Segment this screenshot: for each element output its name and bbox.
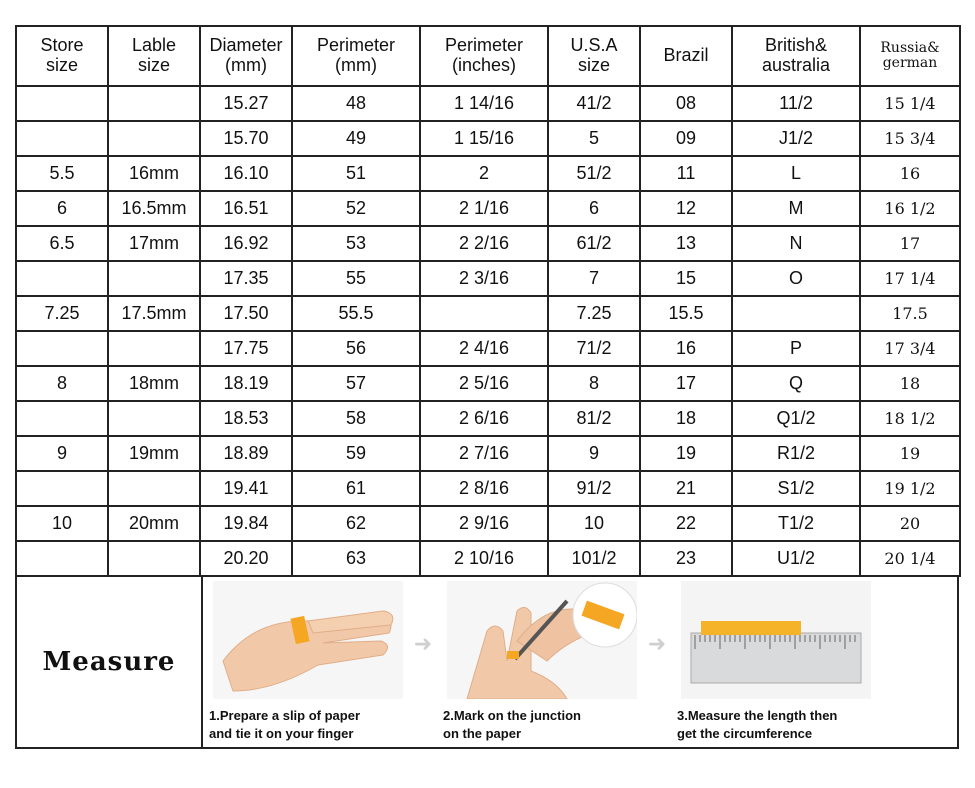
table-cell: 7 <box>548 261 640 296</box>
table-row <box>16 401 960 436</box>
table-cell: 19 <box>640 436 732 471</box>
table-cell <box>16 401 108 436</box>
table-cell: 16 1/2 <box>860 191 960 226</box>
table-cell: 91/2 <box>548 471 640 506</box>
ruler-paper-photo <box>681 581 871 699</box>
table-cell: 18 <box>860 366 960 401</box>
marking-paper-photo <box>447 581 637 699</box>
table-cell <box>108 261 200 296</box>
table-cell: 61/2 <box>548 226 640 261</box>
table-cell: T1/2 <box>732 506 860 541</box>
table-cell <box>108 331 200 366</box>
table-cell: 08 <box>640 86 732 121</box>
finger-paper-photo <box>213 581 403 699</box>
table-cell: 18 <box>640 401 732 436</box>
table-cell <box>420 296 548 331</box>
table-cell: 15 1/4 <box>860 86 960 121</box>
header-cell: Perimeter (inches) <box>420 26 548 86</box>
table-cell: 9 <box>548 436 640 471</box>
table-cell: R1/2 <box>732 436 860 471</box>
table-cell <box>16 541 108 576</box>
table-cell: 20.20 <box>200 541 292 576</box>
table-cell: L <box>732 156 860 191</box>
size-table <box>15 25 961 577</box>
table-cell: 51 <box>292 156 420 191</box>
table-cell: 15 3/4 <box>860 121 960 156</box>
table-cell: 19 <box>860 436 960 471</box>
table-cell: 2 7/16 <box>420 436 548 471</box>
table-body <box>16 86 960 576</box>
table-cell: 53 <box>292 226 420 261</box>
header-cell: Russia& german <box>860 26 960 86</box>
step-3-caption: 3.Measure the length then get the circumference <box>677 708 838 741</box>
table-cell: 15.5 <box>640 296 732 331</box>
table-cell <box>16 261 108 296</box>
table-cell <box>108 121 200 156</box>
table-cell: 13 <box>640 226 732 261</box>
table-cell: 11/2 <box>732 86 860 121</box>
table-cell: 2 10/16 <box>420 541 548 576</box>
table-cell: 56 <box>292 331 420 366</box>
table-cell: 6 <box>548 191 640 226</box>
table-cell: 6.5 <box>16 226 108 261</box>
header-row <box>16 26 960 86</box>
table-cell: 16 <box>640 331 732 366</box>
table-cell: 19.84 <box>200 506 292 541</box>
header-cell: Brazil <box>640 26 732 86</box>
table-cell: 12 <box>640 191 732 226</box>
step-1 <box>209 581 403 747</box>
table-cell: 17 <box>640 366 732 401</box>
table-cell: 2 4/16 <box>420 331 548 366</box>
table-cell: U1/2 <box>732 541 860 576</box>
header-cell: Perimeter (mm) <box>292 26 420 86</box>
table-cell: Q <box>732 366 860 401</box>
table-cell: 17.75 <box>200 331 292 366</box>
table-row <box>16 296 960 331</box>
table-row <box>16 226 960 261</box>
table-cell: O <box>732 261 860 296</box>
table-cell: 63 <box>292 541 420 576</box>
table-cell <box>108 541 200 576</box>
table-cell: 101/2 <box>548 541 640 576</box>
table-cell: 71/2 <box>548 331 640 366</box>
measure-label: Measure <box>17 577 203 747</box>
table-cell <box>108 401 200 436</box>
table-cell: S1/2 <box>732 471 860 506</box>
table-cell: 20 <box>860 506 960 541</box>
table-row <box>16 506 960 541</box>
table-cell: 18 1/2 <box>860 401 960 436</box>
table-cell: 17 3/4 <box>860 331 960 366</box>
table-row <box>16 261 960 296</box>
table-cell: 15.70 <box>200 121 292 156</box>
table-cell: 19 1/2 <box>860 471 960 506</box>
header-cell: Store size <box>16 26 108 86</box>
table-cell: 7.25 <box>16 296 108 331</box>
table-cell: 16mm <box>108 156 200 191</box>
table-cell <box>16 471 108 506</box>
table-cell: 81/2 <box>548 401 640 436</box>
measure-steps <box>203 577 957 747</box>
table-cell: 16.92 <box>200 226 292 261</box>
table-cell: 7.25 <box>548 296 640 331</box>
measure-section <box>15 577 959 749</box>
table-cell: 21 <box>640 471 732 506</box>
table-cell <box>108 471 200 506</box>
table-cell: 16 <box>860 156 960 191</box>
step-1-caption: 1.Prepare a slip of paper and tie it on your finger <box>209 708 361 741</box>
table-cell: 49 <box>292 121 420 156</box>
table-row <box>16 156 960 191</box>
table-cell <box>16 86 108 121</box>
table-cell: 5.5 <box>16 156 108 191</box>
table-cell: 2 5/16 <box>420 366 548 401</box>
table-cell: 23 <box>640 541 732 576</box>
table-cell: 8 <box>16 366 108 401</box>
table-cell: 17.5 <box>860 296 960 331</box>
table-cell <box>732 296 860 331</box>
table-cell: 10 <box>16 506 108 541</box>
table-cell: 1 14/16 <box>420 86 548 121</box>
step-2-caption: 2.Mark on the junction on the paper <box>443 708 581 741</box>
arrow-right-icon: ➜ <box>413 631 433 656</box>
header-cell: U.S.A size <box>548 26 640 86</box>
table-cell <box>16 331 108 366</box>
table-cell: 18.53 <box>200 401 292 436</box>
table-cell: 2 2/16 <box>420 226 548 261</box>
table-cell: 09 <box>640 121 732 156</box>
table-cell: J1/2 <box>732 121 860 156</box>
table-cell: 2 8/16 <box>420 471 548 506</box>
table-row <box>16 436 960 471</box>
header-cell: Lable size <box>108 26 200 86</box>
table-cell: 52 <box>292 191 420 226</box>
table-cell: 62 <box>292 506 420 541</box>
table-cell: 20 1/4 <box>860 541 960 576</box>
step-2 <box>443 581 637 747</box>
table-cell: 10 <box>548 506 640 541</box>
table-cell: 55 <box>292 261 420 296</box>
table-cell: 17mm <box>108 226 200 261</box>
table-cell: 48 <box>292 86 420 121</box>
table-cell: 58 <box>292 401 420 436</box>
table-cell: 8 <box>548 366 640 401</box>
table-cell: 22 <box>640 506 732 541</box>
table-cell: 16.10 <box>200 156 292 191</box>
table-cell: 16.5mm <box>108 191 200 226</box>
table-row <box>16 366 960 401</box>
table-cell: 19mm <box>108 436 200 471</box>
table-cell: 57 <box>292 366 420 401</box>
table-cell: 17.50 <box>200 296 292 331</box>
table-row <box>16 471 960 506</box>
arrow-right-icon: ➜ <box>647 631 667 656</box>
table-cell: 15 <box>640 261 732 296</box>
table-cell: 59 <box>292 436 420 471</box>
table-cell: Q1/2 <box>732 401 860 436</box>
table-row <box>16 121 960 156</box>
table-cell: N <box>732 226 860 261</box>
table-row <box>16 541 960 576</box>
ring-size-chart <box>15 25 959 749</box>
header-cell: Diameter (mm) <box>200 26 292 86</box>
table-cell: 61 <box>292 471 420 506</box>
table-row <box>16 86 960 121</box>
header-cell: British& australia <box>732 26 860 86</box>
table-row <box>16 191 960 226</box>
table-cell: 17.5mm <box>108 296 200 331</box>
table-cell: 2 6/16 <box>420 401 548 436</box>
table-cell: P <box>732 331 860 366</box>
table-cell: 1 15/16 <box>420 121 548 156</box>
table-cell: 9 <box>16 436 108 471</box>
table-cell: 17 1/4 <box>860 261 960 296</box>
table-cell: M <box>732 191 860 226</box>
table-cell <box>16 121 108 156</box>
table-cell: 19.41 <box>200 471 292 506</box>
table-cell: 18mm <box>108 366 200 401</box>
table-cell: 18.19 <box>200 366 292 401</box>
table-cell: 6 <box>16 191 108 226</box>
table-cell: 5 <box>548 121 640 156</box>
table-cell: 17.35 <box>200 261 292 296</box>
table-cell: 2 3/16 <box>420 261 548 296</box>
table-cell: 18.89 <box>200 436 292 471</box>
table-cell: 15.27 <box>200 86 292 121</box>
step-3 <box>677 581 871 747</box>
table-cell: 2 1/16 <box>420 191 548 226</box>
table-cell: 55.5 <box>292 296 420 331</box>
table-cell: 51/2 <box>548 156 640 191</box>
table-cell <box>108 86 200 121</box>
table-cell: 2 9/16 <box>420 506 548 541</box>
table-row <box>16 331 960 366</box>
table-cell: 16.51 <box>200 191 292 226</box>
table-cell: 20mm <box>108 506 200 541</box>
table-cell: 17 <box>860 226 960 261</box>
table-cell: 2 <box>420 156 548 191</box>
table-cell: 11 <box>640 156 732 191</box>
table-cell: 41/2 <box>548 86 640 121</box>
